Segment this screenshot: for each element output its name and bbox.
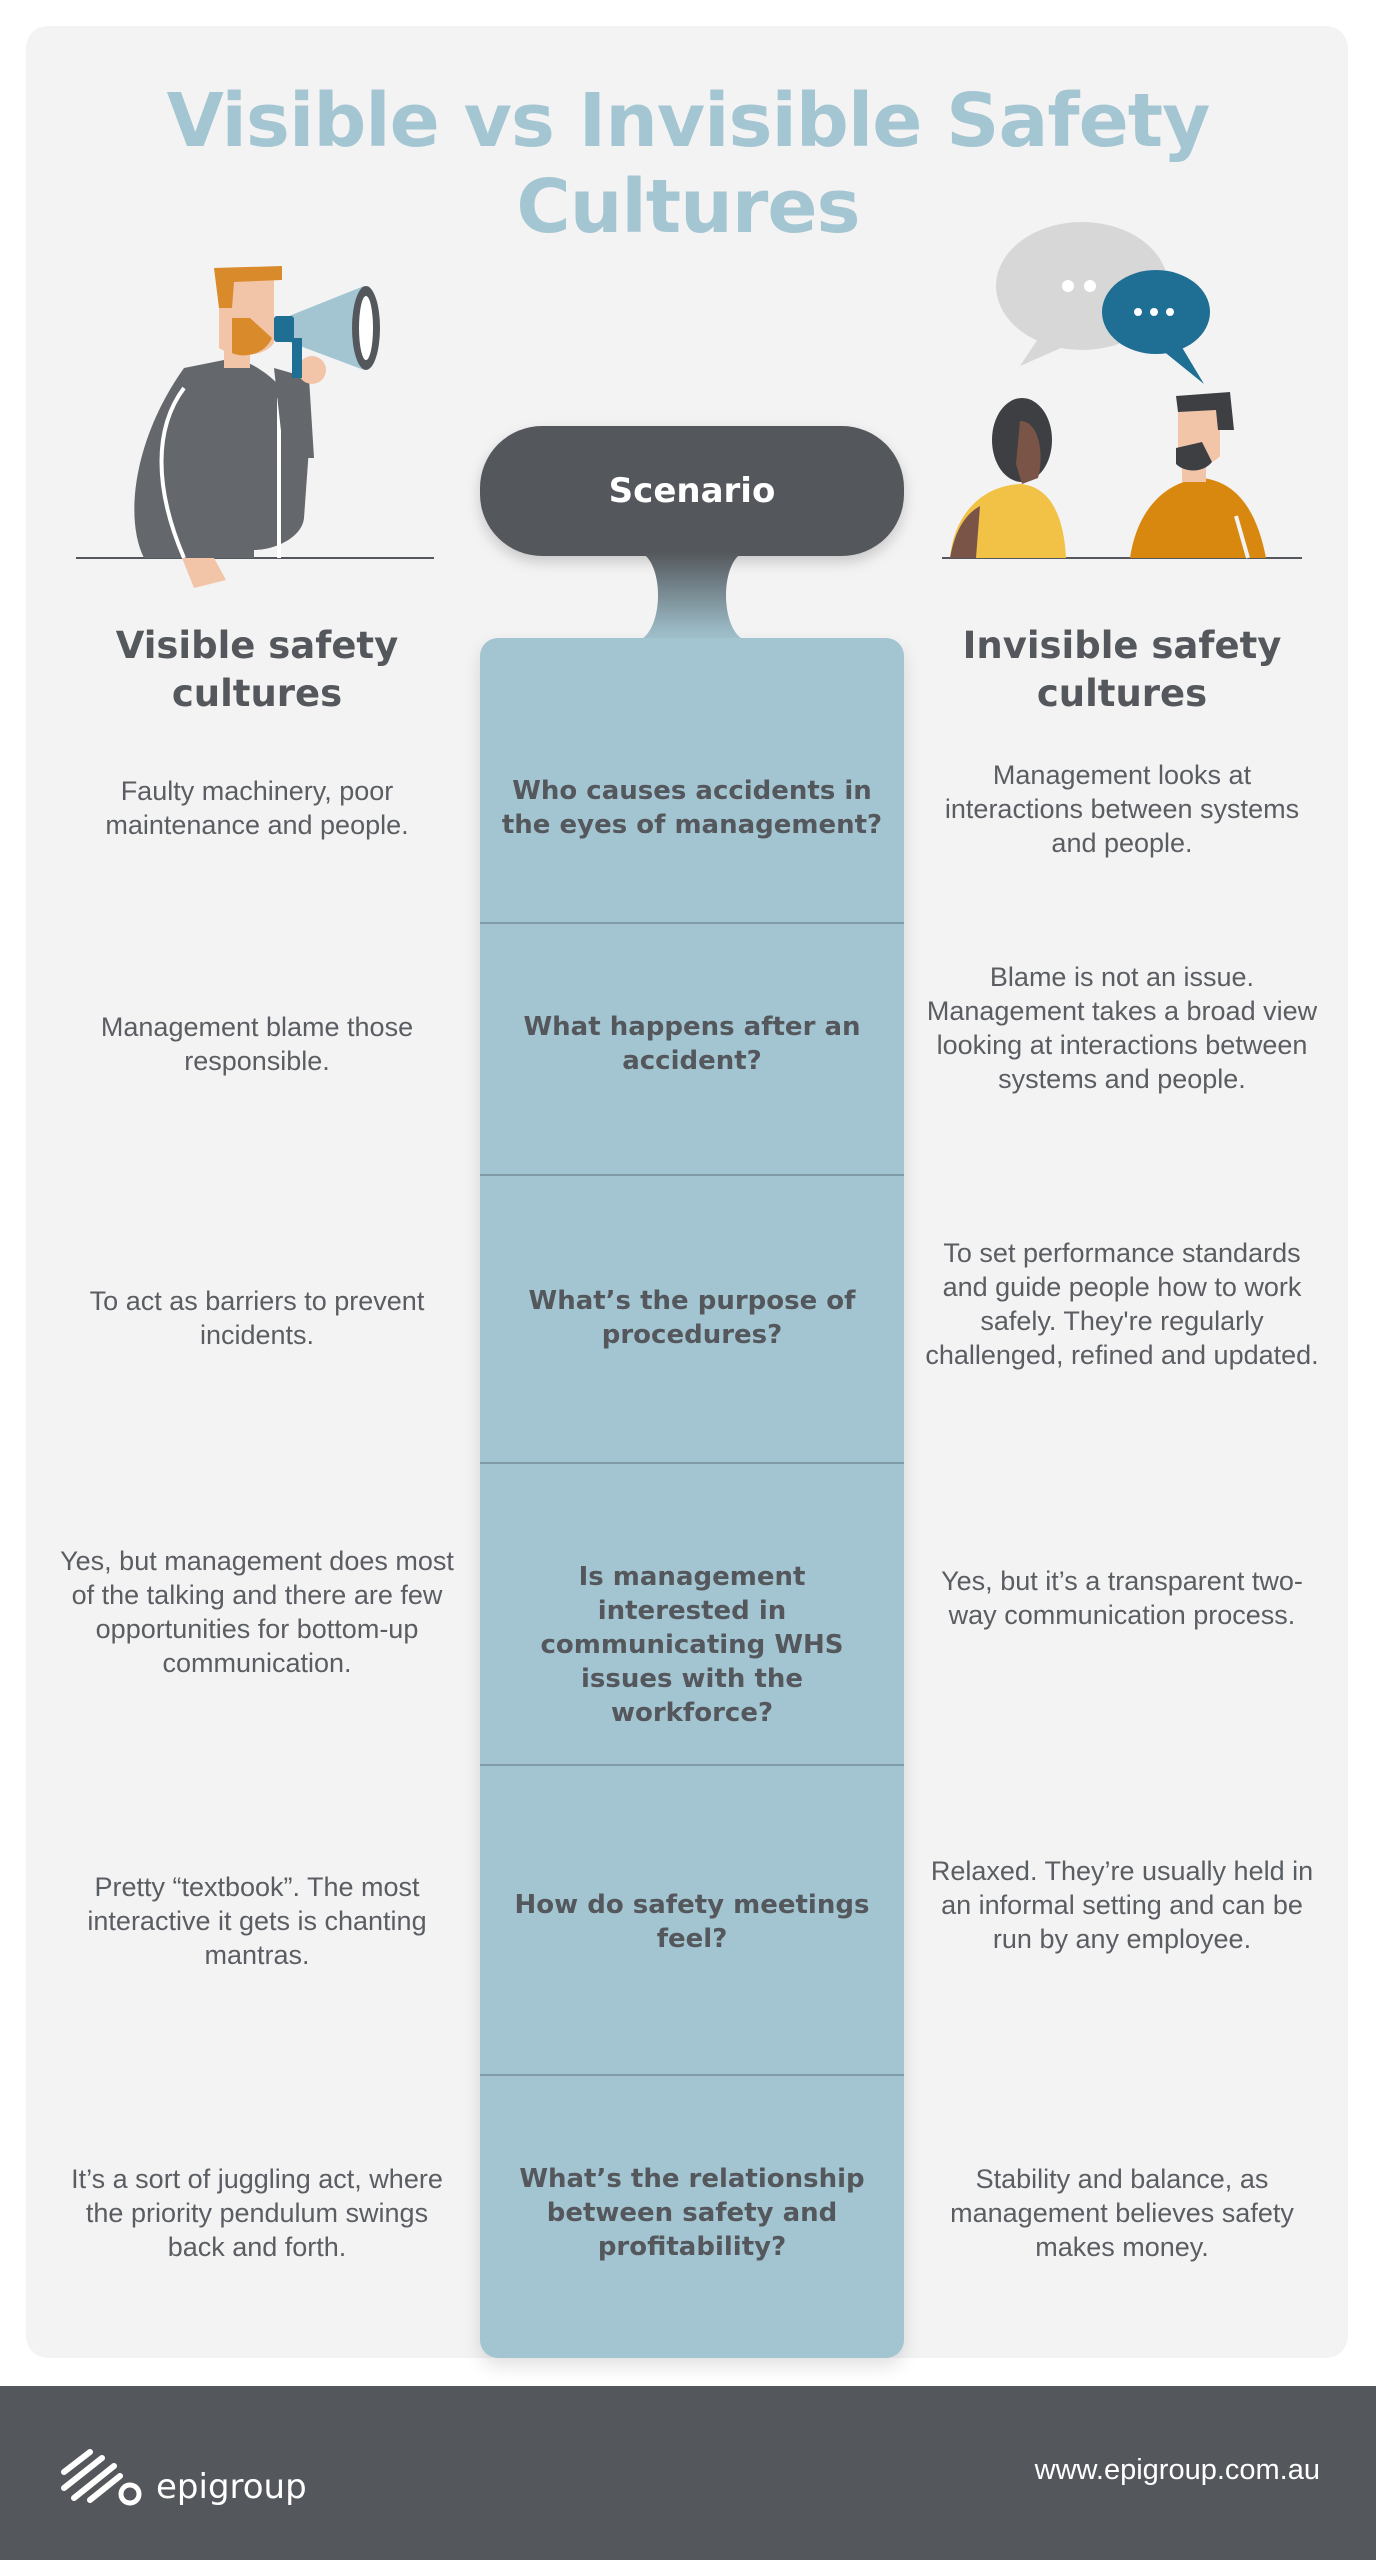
visible-answer: Faulty machinery, poor maintenance and people. bbox=[105, 776, 409, 840]
scenario-connector bbox=[640, 552, 744, 647]
row-divider bbox=[480, 1174, 904, 1176]
conversation-people-icon bbox=[940, 216, 1304, 562]
website-link[interactable]: www.epigroup.com.au bbox=[1034, 2454, 1320, 2486]
invisible-answer: Management looks at interactions between systems and people. bbox=[944, 760, 1300, 858]
visible-answer: It’s a sort of juggling act, where the priority pendulum swings back and forth. bbox=[71, 2164, 443, 2262]
visible-answer: Management blame those responsible. bbox=[100, 1012, 414, 1076]
invisible-answer: To set performance standards and guide people how to work safely. They're regularly challenged, refined and updated. bbox=[925, 1238, 1319, 1370]
footer bbox=[0, 2386, 1376, 2560]
invisible-answer: Relaxed. They’re usually held in an informal setting and can be run by any employee. bbox=[930, 1856, 1314, 1954]
row-divider bbox=[480, 1764, 904, 1766]
scenario-question: Is management interested in communicating WHS issues with the workforce? bbox=[540, 1562, 844, 1728]
visible-answer: Yes, but management does most of the talking and there are few opportunities for bottom-up communication. bbox=[60, 1546, 454, 1678]
row-divider bbox=[480, 1462, 904, 1464]
brand-logo[interactable] bbox=[60, 2446, 307, 2515]
invisible-answer: Blame is not an issue. Management takes a broad view looking at interactions between systems and people. bbox=[926, 962, 1318, 1094]
visible-answer: To act as barriers to prevent incidents. bbox=[89, 1286, 425, 1350]
invisible-answer: Yes, but it’s a transparent two-way communication process. bbox=[941, 1566, 1303, 1630]
epigroup-logo-icon bbox=[60, 2446, 144, 2515]
row-divider bbox=[480, 922, 904, 924]
visible-answer: Pretty “textbook”. The most interactive it gets is chanting mantras. bbox=[87, 1872, 427, 1970]
scenario-question: What’s the relationship between safety and profitability? bbox=[519, 2164, 865, 2262]
scenario-column bbox=[480, 638, 904, 2358]
brand-name: epigroup bbox=[156, 2466, 307, 2507]
scenario-question: What happens after an accident? bbox=[523, 1012, 861, 1076]
invisible-heading: Invisible safety cultures bbox=[962, 624, 1282, 715]
page-title: Visible vs Invisible Safety Cultures bbox=[166, 78, 1210, 250]
scenario-question: What’s the purpose of procedures? bbox=[528, 1286, 856, 1350]
scenario-label: Scenario bbox=[480, 426, 904, 556]
invisible-answer: Stability and balance, as management believes safety makes money. bbox=[950, 2164, 1294, 2262]
row-divider bbox=[480, 2074, 904, 2076]
scenario-question: How do safety meetings feel? bbox=[514, 1890, 870, 1954]
megaphone-man-icon bbox=[74, 258, 436, 604]
scenario-question: Who causes accidents in the eyes of management? bbox=[501, 776, 883, 840]
visible-heading: Visible safety cultures bbox=[115, 624, 399, 715]
